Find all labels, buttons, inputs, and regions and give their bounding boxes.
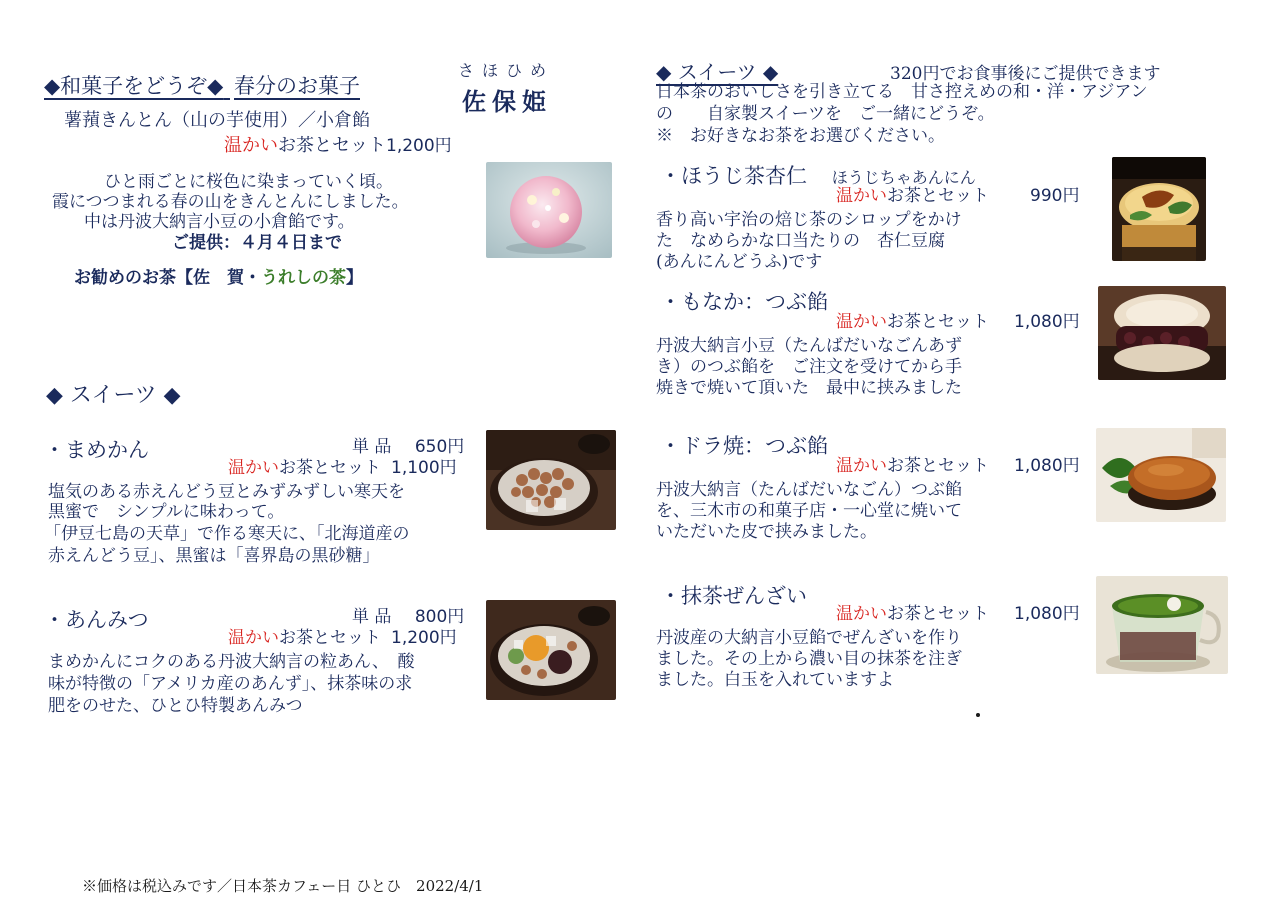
warm-label: 温かい: [228, 458, 279, 478]
tea-label: お勧めのお茶【佐 賀・: [74, 268, 261, 288]
right-sweets-heading: ◆ スイーツ ◆: [656, 60, 779, 84]
tea-name: うれしの茶: [261, 268, 346, 288]
intro-line-1: 日本茶のおいしさを引き立てる 甘さ控えめの和・洋・アジアン: [656, 82, 1148, 102]
wagashi-line-3: 中は丹波大納言小豆の小倉餡です。: [84, 212, 355, 232]
dorayaki-line-3: いただいた皮で挟みました。: [656, 522, 877, 542]
hojicha-annin-line-1: 香り高い宇治の焙じ茶のシロップをかけ: [656, 210, 962, 230]
wagashi-line-2: 霞につつまれる春の山をきんとんにしました。: [52, 192, 409, 212]
set-label: お茶とセット: [278, 135, 386, 156]
dorayaki-line-2: を、三木市の和菓子店・一心堂に焼いて: [656, 501, 962, 521]
warm-label: 温かい: [836, 604, 887, 624]
price: 1,200円: [386, 136, 452, 156]
matcha-zenzai-set: [836, 604, 989, 625]
wagashi-line-1: ひと雨ごとに桜色に染まっていく頃。: [104, 172, 393, 192]
mamekan-single: [352, 437, 464, 458]
tea-close: 】: [346, 268, 363, 288]
hojicha-annin-image: [1112, 157, 1206, 261]
anmitsu-line-3: 肥をのせた、ひとひ特製あんみつ: [48, 696, 303, 716]
wagashi-recommended-tea: [74, 268, 363, 289]
hojicha-annin-price: 990円: [1030, 186, 1080, 206]
footer-note: ※価格は税込みです／日本茶カフェー日 ひとひ 2022/4/1: [82, 877, 484, 895]
wagashi-heading-sub: 春分のお菓子: [234, 74, 360, 98]
mamekan-name: ・まめかん: [44, 438, 149, 462]
wagashi-name: 佐保姫: [462, 87, 552, 116]
anmitsu-photo: [486, 600, 616, 700]
matcha-zenzai-name: ・抹茶ぜんざい: [660, 584, 807, 608]
warm-label: 温かい: [836, 456, 887, 476]
monaka-photo: [1098, 286, 1226, 380]
right-sweets-note: 320円でお食事後にご提供できます: [890, 64, 1161, 84]
wagashi-description: 薯蕷きんとん（山の芋使用）／小倉餡: [64, 110, 370, 131]
monaka-price: 1,080円: [1014, 312, 1080, 332]
single-price: 650円: [414, 437, 465, 457]
warm-label: 温かい: [224, 135, 278, 156]
set-price: 1,100円: [391, 458, 457, 478]
wagashi-name-ruby: さほひめ: [458, 61, 555, 80]
dorayaki-set: [836, 456, 989, 477]
anmitsu-name: ・あんみつ: [44, 608, 149, 632]
set-label: お茶とセット: [887, 186, 989, 206]
mamekan-line-3: 「伊豆七島の天草」で作る寒天に、「北海道産の: [44, 524, 410, 544]
wagashi-heading: [44, 70, 360, 100]
dot-mark: [976, 713, 980, 717]
monaka-line-1: 丹波大納言小豆（たんばだいなごんあず: [656, 336, 962, 356]
intro-line-2: の 自家製スイーツを ご一緒にどうぞ。: [656, 104, 995, 124]
wagashi-heading-main: ◆和菓子をどうぞ◆: [44, 74, 224, 98]
monaka-line-3: 焼きで焼いて頂いた 最中に挟みました: [656, 378, 962, 398]
mamekan-line-4: 赤えんどう豆」、黒蜜は「喜界島の黒砂糖」: [48, 546, 380, 566]
left-sweets-heading: ◆ スイーツ ◆: [46, 383, 181, 408]
set-label: お茶とセット: [279, 458, 381, 478]
hojicha-annin-photo: [1112, 157, 1206, 261]
set-label: お茶とセット: [887, 604, 989, 624]
matcha-zenzai-image: [1096, 576, 1228, 674]
kinton-wagashi-photo: [486, 162, 612, 258]
wagashi-until: ご提供：４月４日まで: [172, 233, 342, 253]
dorayaki-image: [1096, 428, 1226, 522]
mamekan-set: [228, 458, 457, 479]
intro-line-3: ※ お好きなお茶をお選びください。: [656, 126, 945, 146]
item-name: ・ほうじ茶杏仁: [660, 164, 807, 188]
anmitsu-set: [228, 628, 457, 649]
set-label: お茶とセット: [887, 456, 989, 476]
matcha-zenzai-line-1: 丹波産の大納言小豆餡でぜんざいを作り: [656, 628, 962, 648]
hojicha-annin-set: [836, 186, 989, 207]
anmitsu-image: [486, 600, 616, 700]
monaka-line-2: き）のつぶ餡を ご注文を受けてから手: [656, 357, 962, 377]
single-label: 単 品: [352, 437, 392, 457]
dorayaki-price: 1,080円: [1014, 456, 1080, 476]
item-reading: ほうじちゃあんにん: [831, 168, 976, 187]
dorayaki-line-1: 丹波大納言（たんばだいなごん）つぶ餡: [656, 480, 962, 500]
kinton-image: [486, 162, 612, 258]
right-sweets-header: [656, 56, 1188, 85]
set-price: 1,200円: [391, 628, 457, 648]
warm-label: 温かい: [228, 628, 279, 648]
matcha-zenzai-line-2: ました。その上から濃い目の抹茶を注ぎ: [656, 649, 962, 669]
single-price: 800円: [414, 607, 465, 627]
warm-label: 温かい: [836, 186, 887, 206]
hojicha-annin-line-3: (あんにんどうふ)です: [656, 252, 823, 272]
set-label: お茶とセット: [887, 312, 989, 332]
mamekan-line-1: 塩気のある赤えんどう豆とみずみずしい寒天を: [48, 482, 405, 502]
matcha-zenzai-line-3: ました。白玉を入れていますよ: [656, 670, 894, 690]
monaka-set: [836, 312, 989, 333]
mamekan-line-2: 黒蜜で シンプルに味わって。: [48, 502, 285, 522]
anmitsu-line-2: 味が特徴の「アメリカ産のあんず」、抹茶味の求: [48, 674, 413, 694]
anmitsu-line-1: まめかんにコクのある丹波大納言の粒あん、 酸: [48, 652, 415, 672]
monaka-image: [1098, 286, 1226, 380]
anmitsu-single: [352, 607, 464, 628]
single-label: 単 品: [352, 607, 392, 627]
matcha-zenzai-photo: [1096, 576, 1228, 674]
warm-label: 温かい: [836, 312, 887, 332]
matcha-zenzai-price: 1,080円: [1014, 604, 1080, 624]
set-label: お茶とセット: [279, 628, 381, 648]
dorayaki-name: ・ドラ焼：つぶ餡: [660, 434, 828, 458]
dorayaki-photo: [1096, 428, 1226, 522]
mamekan-image: [486, 430, 616, 530]
monaka-name: ・もなか：つぶ餡: [660, 290, 828, 314]
mamekan-photo: [486, 430, 616, 530]
hojicha-annin-line-2: た なめらかな口当たりの 杏仁豆腐: [656, 231, 945, 251]
wagashi-set-price: [224, 135, 452, 157]
